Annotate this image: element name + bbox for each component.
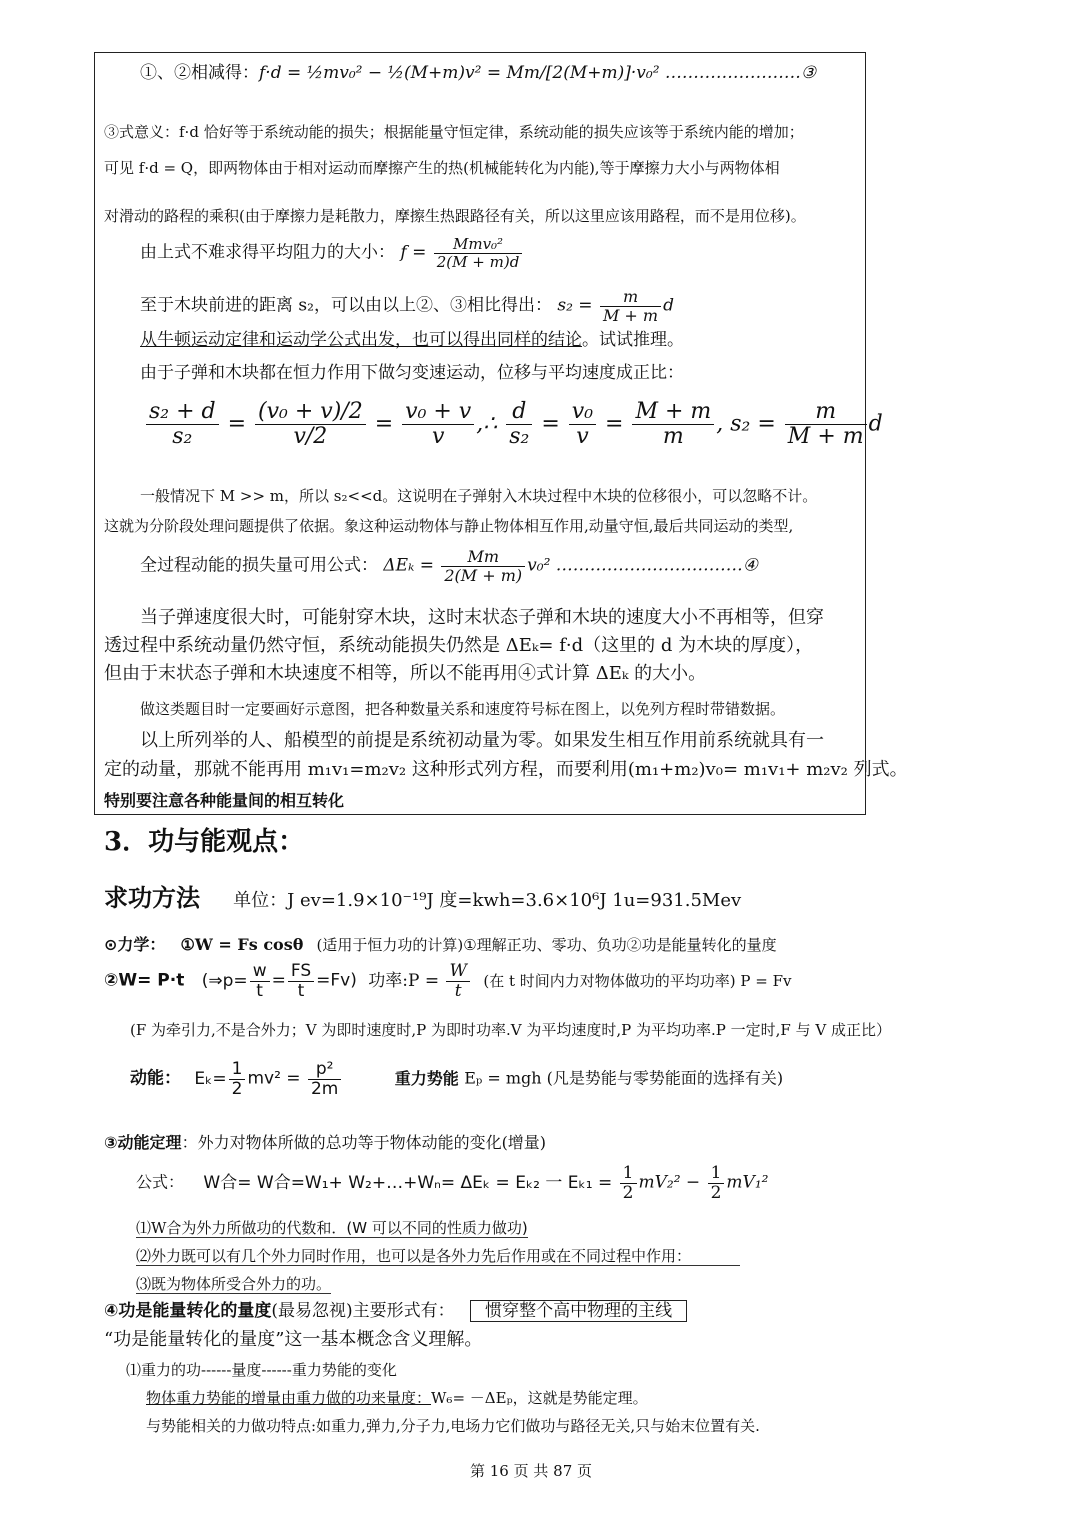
uniform-motion-line: 由于子弹和木块都在恒力作用下做匀变速运动，位移与平均速度成正比： xyxy=(140,363,684,383)
pierce-line-2: 透过程中系统动量仍然守恒，系统动能损失仍然是 ΔEₖ= f·d（这里的 d 为木块的厚度）， xyxy=(104,635,814,656)
power-remark: (F 为牵引力,不是合外力；V 为即时速度时,P 为即时功率.V 为平均速度时,P 为平均功率.P 一定时,F 与 V 成正比） xyxy=(130,1021,891,1039)
meaning-line: ③式意义：f·d 恰好等于系统动能的损失；根据能量守恒定律，系统动能的损失应该等于系统内能的增加； xyxy=(104,123,804,141)
ke-theorem-formula: 公式： W合= W合=W₁+ W₂+…+Wₙ= ΔEₖ = Eₖ₂ 一 Eₖ₁ = $\frac{1}{2}$ mV₂² − $\frac{1}{2}$ mV₁² xyxy=(136,1163,769,1203)
distance-fraction: $\frac{m}{M + m}$ xyxy=(600,288,661,324)
ke-loss-line: 全过程动能的损失量可用公式： ΔEₖ = $\frac{Mm}{2(M + m)}$ v₀² ……………………………④ xyxy=(140,547,759,585)
stage-line: 这就为分阶段处理问题提供了依据。象这种运动物体与静止物体相互作用,动量守恒,最后共同运动的类型, xyxy=(104,517,794,535)
section-heading: 3．功与能观点： xyxy=(104,827,305,857)
general-case-line: 一般情况下 M >> m，所以 s₂<<d。这说明在子弹射入木块过程中木块的位移很小，可以忽略不计。 xyxy=(140,487,818,505)
note-3: ⑶既为物体所受合外力的功。 xyxy=(136,1275,332,1293)
pierce-line-1: 当子弹速度很大时，可能射穿木块，这时末状态子弹和木块的速度大小不再相等，但穿 xyxy=(140,607,824,628)
resistance-line: 由上式不难求得平均阻力的大小： f = $\frac{\text{Mmv₀²}}{2(M + m)d}$ xyxy=(140,236,524,270)
resistance-fraction: $\frac{\text{Mmv₀²}}{2(M + m)d}$ xyxy=(434,236,523,270)
ke-theorem-line: ③动能定理：外力对物体所做的总功等于物体动能的变化(增量) xyxy=(104,1133,547,1152)
page-footer: 第 16 页 共 87 页 xyxy=(470,1462,593,1480)
heat-line: 可见 f·d = Q，即两物体由于相对运动而摩擦产生的热(机械能转化为内能),等于摩擦力大小与两物体相 xyxy=(104,159,780,177)
energy-note: 特别要注意各种能量间的相互转化 xyxy=(104,791,345,810)
concept-quote: “功是能量转化的量度”这一基本概念含义理解。 xyxy=(104,1329,483,1350)
diagram-tip-line: 做这类题目时一定要画好示意图，把各种数量关系和速度符号标在图上，以免列方程时带错数据。 xyxy=(140,700,786,718)
note-1: ⑴W合为外力所做功的代数和．(W 可以不同的性质力做功) xyxy=(136,1219,528,1237)
newton-line: 从牛顿运动定律和运动学公式出发，也可以得出同样的结论。试试推理。 xyxy=(140,330,684,350)
gravity-work-line: ⑴重力的功------量度------重力势能的变化 xyxy=(126,1361,397,1379)
pierce-line-3: 但由于末状态子弹和木块速度不相等，所以不能再用④式计算 ΔEₖ 的大小。 xyxy=(104,663,707,684)
power-line: ②W= P·t (⇒p= $\frac{w}{t}$ = $\frac{FS}{t}$ =Fv) 功率:P = $\frac{W}{t}$ (在 t 时间内力对物体做功的平均功率) P = Fv xyxy=(104,961,792,1001)
model-line-2: 定的动量，那就不能再用 m₁v₁=m₂v₂ 这种形式列方程，而要利用(m₁+m₂)v₀= m₁v₁+ m₂v₂ 列式。 xyxy=(104,759,908,780)
note-2: ⑵外力既可以有几个外力同时作用，也可以是各外力先后作用或在不同过程中作用： xyxy=(136,1248,740,1266)
path-line: 对滑动的路程的乘积(由于摩擦力是耗散力，摩擦生热跟路径有关，所以这里应该用路程，而不是用位移)。 xyxy=(104,207,806,225)
kinetic-energy-line: 动能： Eₖ= $\frac{1}{2}$ mv² = $\frac{\text{p²}}{2m}$ 重力势能 Eₚ = mgh (凡是势能与零势能面的选择有关) xyxy=(130,1059,784,1099)
mechanics-line: ⊙力学： ①W = Fs cosθ (适用于恒力功的计算)①理解正功、零功、负功②功是能量转化的量度 xyxy=(104,935,777,954)
distance-line: 至于木块前进的距离 s₂，可以由以上②、③相比得出： s₂ = $\frac{m}{M + m}$ d xyxy=(140,287,674,325)
main-thread-box: 惯穿整个高中物理的主线 xyxy=(470,1300,687,1322)
units-line: 单位：J ev=1.9×10⁻¹⁹J 度=kwh=3.6×10⁶J 1u=931.5Mev xyxy=(233,890,742,911)
conservative-force-line: 与势能相关的力做功特点:如重力,弹力,分子力,电场力它们做功与路径无关,只与始末位置有关. xyxy=(146,1417,760,1435)
model-line-1: 以上所列举的人、船模型的前提是系统初动量为零。如果发生相互作用前系统就具有一 xyxy=(140,730,824,751)
energy-measure-line: ④功是能量转化的量度(最易忽视)主要形式有： 惯穿整个高中物理的主线 xyxy=(104,1302,687,1322)
derivation-line-1: ①、②相减得：f·d = ½mv₀² − ½(M+m)v² = Mm/[2(M+m)]·v₀² ……………………③ xyxy=(140,63,817,83)
work-methods-row xyxy=(104,884,741,912)
ke-loss-fraction: $\frac{Mm}{2(M + m)}$ xyxy=(441,548,525,584)
gravity-pe-line: 物体重力势能的增量由重力做的功来量度：W₆= －ΔEₚ，这就是势能定理。 xyxy=(146,1389,648,1407)
work-methods-title: 求功方法 xyxy=(104,883,200,912)
ratio-equation: $\frac{\text{s₂ + d}}{\text{s₂}}$ = $\frac{\text{(v₀ + v)/2}}{v/2}$ = $\frac{\text{v₀ + v}}{v}$ ,∴ $\frac{d}{\text{s₂}}$ = $\frac{\text{v₀}}{v}$ = $\frac{M + m}{m}$ , s₂ = $\frac{m}{M + m}$ d xyxy=(144,400,883,449)
